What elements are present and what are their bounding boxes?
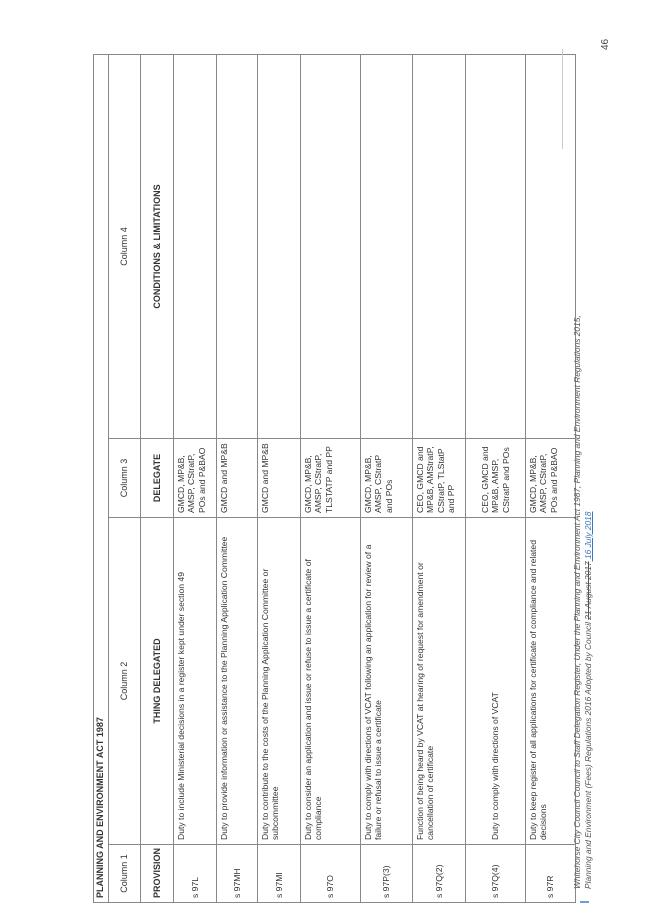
thing-cell: Duty to comply with directions of VCAT: [466, 518, 526, 845]
conditions-cell: [301, 54, 361, 438]
delegate-cell: GMCD, MP&B, AMSP, CStratP, POs and P&BAO: [526, 439, 576, 518]
change-bar: [580, 901, 589, 903]
table-row: [526, 54, 576, 902]
provision-cell: s 97Q(2): [413, 845, 466, 903]
table-row: [466, 54, 526, 902]
provision-header: PROVISION: [141, 845, 174, 903]
thing-cell: Duty to keep register of all applications for certificate of compliance and related decisions: [526, 518, 576, 845]
conditions-cell: [217, 54, 258, 438]
provision-cell: s 97R: [526, 845, 576, 903]
delegate-cell: GMCD and MP&B: [258, 439, 301, 518]
thing-cell: Duty to comply with directions of VCAT following an application for review of a failure or refusal to issue a certificate: [361, 518, 413, 845]
delegate-cell: GMCD, MP&B, AMSP, CStratP, TLSTATP and PP: [301, 439, 361, 518]
deleted-date: 21 August 2017: [582, 561, 593, 620]
delegate-cell: CEO, GMCD and MP&B, AMSP, CStratP and POs: [466, 439, 526, 518]
delegate-header: DELEGATE: [141, 439, 174, 518]
delegate-cell: GMCD, MP&B, AMSP, CStratP and POs: [361, 439, 413, 518]
table-row: [174, 54, 217, 902]
provision-cell: s 97L: [174, 845, 217, 903]
table-row: [301, 54, 361, 902]
column-1-header: Column 1: [109, 845, 141, 903]
column-3-header: Column 3: [109, 439, 141, 518]
footer-divider: [562, 49, 563, 149]
table-row: [258, 54, 301, 902]
conditions-cell: [174, 54, 217, 438]
conditions-cell: [361, 54, 413, 438]
conditions-cell: [466, 54, 526, 438]
footer-line-2-text: Planning and Environment (Fees) Regulations 2016 Adopted by Council: [582, 619, 593, 889]
provision-cell: s 97MH: [217, 845, 258, 903]
thing-delegated-header: THING DELEGATED: [141, 518, 174, 845]
footer-line-1: Whitehorse City Council Council to Staff Delegation Register, Under the Planning and Environment Act 1987, Planning and Environment Regulations 2015,: [572, 315, 582, 889]
provision-cell: s 97MI: [258, 845, 301, 903]
conditions-cell: [258, 54, 301, 438]
column-2-header: Column 2: [109, 518, 141, 845]
table-row: [413, 54, 466, 902]
page-footer: [572, 129, 594, 889]
delegate-cell: CEO, GMCD and MP&B, AMStratP, CStratP, TLStatP and PP: [413, 439, 466, 518]
conditions-cell: [413, 54, 466, 438]
thing-cell: Function of being heard by VCAT at hearing of request for amendment or cancellation of certificate: [413, 518, 466, 845]
act-title: PLANNING AND ENVIRONMENT ACT 1987: [94, 54, 109, 902]
delegation-table: [93, 54, 576, 903]
table-row: [361, 54, 413, 902]
thing-cell: Duty to contribute to the costs of the Planning Application Committee or subcommittee: [258, 518, 301, 845]
delegate-cell: GMCD and MP&B: [217, 439, 258, 518]
table-row: [217, 54, 258, 902]
column-4-header: Column 4: [109, 54, 141, 438]
delegate-cell: GMCD, MP&B, AMSP, CStratP, POs and P&BAO: [174, 439, 217, 518]
conditions-header: CONDITIONS & LIMITATIONS: [141, 54, 174, 438]
inserted-date: 16 July 2018: [582, 511, 593, 562]
footer-line-2: [583, 129, 594, 889]
provision-cell: s 97P(3): [361, 845, 413, 903]
provision-cell: s 97Q(4): [466, 845, 526, 903]
page-number: 46: [600, 38, 611, 50]
thing-cell: Duty to provide information or assistance to the Planning Application Committee: [217, 518, 258, 845]
conditions-cell: [526, 54, 576, 438]
thing-cell: Duty to consider an application and issue or refuse to issue a certificate of compliance: [301, 518, 361, 845]
provision-cell: s 97O: [301, 845, 361, 903]
thing-cell: Duty to include Ministerial decisions in a register kept under section 49: [174, 518, 217, 845]
